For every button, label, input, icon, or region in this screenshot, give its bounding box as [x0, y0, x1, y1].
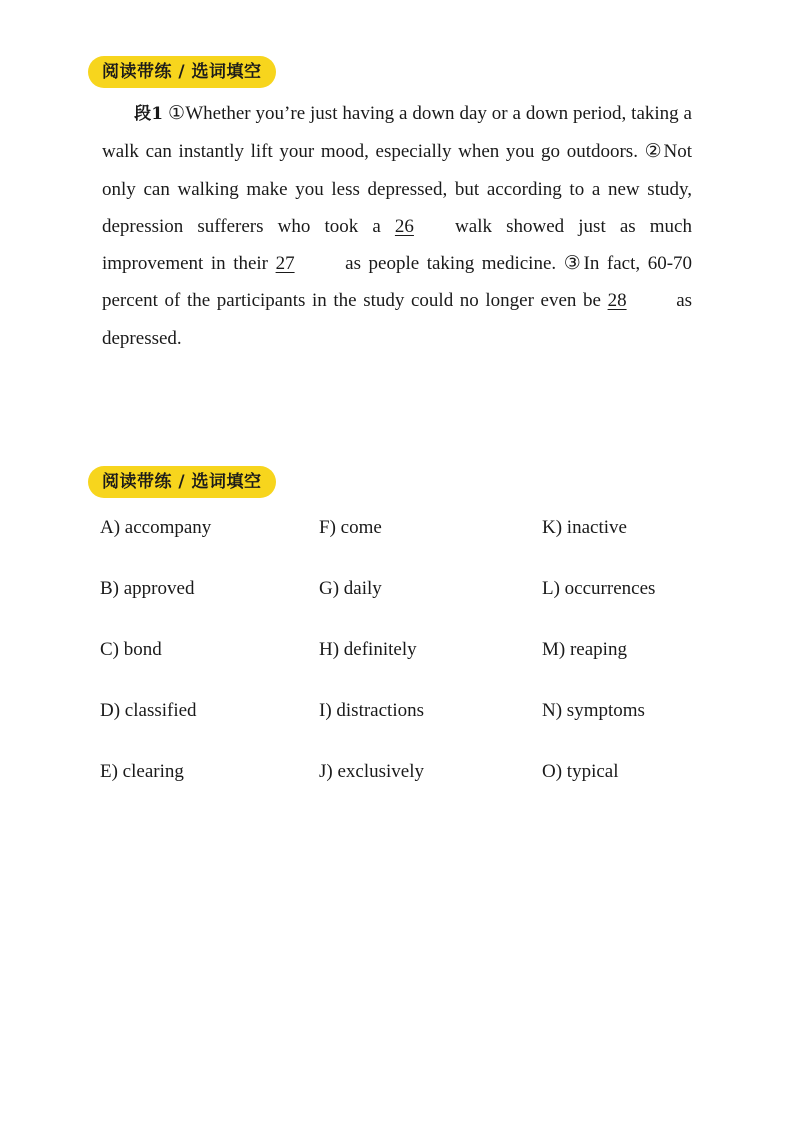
paragraph-label: 段1 [134, 104, 164, 124]
section-tag-reading: 阅读带练 / 选词填空 [88, 56, 276, 88]
blank-27[interactable]: 27 [275, 253, 295, 275]
section-tag-word-bank: 阅读带练 / 选词填空 [88, 466, 276, 498]
blank-28[interactable]: 28 [607, 290, 627, 312]
word-option-a[interactable]: A) accompany [100, 517, 212, 538]
word-option-h[interactable]: H) definitely [319, 639, 417, 660]
word-option-d[interactable]: D) classified [100, 700, 197, 721]
word-option-i[interactable]: I) distractions [319, 700, 425, 721]
word-option-g[interactable]: G) daily [319, 578, 382, 599]
word-option-n[interactable]: N) symptoms [542, 700, 645, 721]
word-option-m[interactable]: M) reaping [542, 639, 627, 660]
word-option-k[interactable]: K) inactive [542, 517, 627, 538]
word-option-c[interactable]: C) bond [100, 639, 162, 660]
passage-text-1: ①Whether you’re just having a down day or a down period, taking a walk can instantly lift your mood, especially when you go outdoors. ②Not only can walking make you less depressed, but according to a new study, depression sufferers who took a [102, 103, 692, 237]
word-option-b[interactable]: B) approved [100, 578, 195, 599]
passage-text-3: as people taking medicine. ③In fact, 60-70 percent of the participants in the study could no longer even be [102, 253, 693, 312]
word-option-e[interactable]: E) clearing [100, 761, 184, 782]
passage-text-2: walk showed just as much improvement in their [102, 215, 692, 275]
word-option-l[interactable]: L) occurrences [542, 578, 656, 599]
blank-26[interactable]: 26 [394, 215, 414, 237]
passage-paragraph [102, 95, 692, 357]
passage-text-4: as depressed. [102, 290, 693, 349]
word-option-f[interactable]: F) come [319, 517, 382, 538]
word-option-o[interactable]: O) typical [542, 761, 619, 782]
word-option-j[interactable]: J) exclusively [319, 761, 425, 782]
